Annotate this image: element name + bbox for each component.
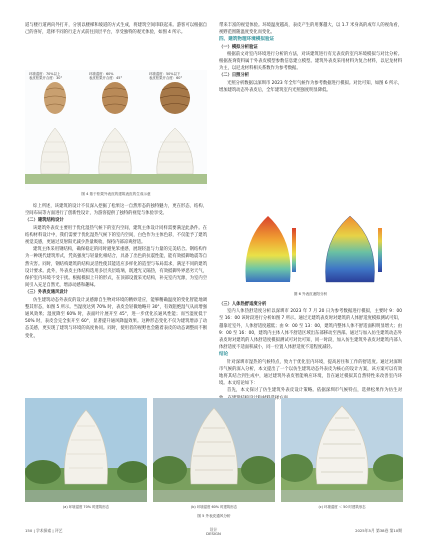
figure-4-illustration: [25, 70, 207, 190]
paragraph: 针对深圳市湿热的气候特点，致力于优化室内环境，提高居住和工作的舒适度。通过对深圳市气候的深入分析，本文提出了一个以仿生建筑动态外表皮为核心的设计方案，该方案可以有效地将其结合到生成中，通过建筑外表皮智能响应环境，旨在通过模拟其自然特性来改善室内环境。本文结论如下：: [219, 359, 402, 387]
left-column-body: [25, 203, 207, 340]
building-row: [25, 128, 207, 184]
render-image: [281, 398, 403, 502]
figure-5-caption: 图 5 外表皮通风分析: [197, 514, 231, 518]
footer-journal-cn: 设计: [209, 527, 218, 532]
right-column-body: [219, 301, 402, 402]
footer-page-info: 150 | 学术探索 | 评艺: [25, 528, 63, 533]
figure-5-subcaption-a: (a) 环境湿度 70% 时建筑形态: [62, 505, 109, 509]
section-4-title: 四、建筑物理环境模拟验证: [219, 37, 275, 43]
figure-6-illustration: [226, 210, 396, 290]
label-text: 环境湿度：60% 表皮松果开合度：45°: [89, 72, 123, 81]
render-image: [153, 398, 275, 502]
paragraph: 综上所述，该建筑的设计不仅深入挖掘了松果这一自然形态的独特魅力，更在形态、结构、空间布局等方面进行了创新性设计，为游客提供了独特的视觉与体验享受。: [25, 204, 207, 217]
heatmap-with-skin: [326, 216, 383, 282]
pine-cone-row: [44, 82, 190, 114]
figure-6-caption: 图 6 外表皮遮阳分析: [293, 292, 328, 296]
footer-issue-info: 2025年5月 第38卷 第10期: [355, 528, 402, 533]
figure-4: [25, 70, 207, 190]
paragraph: 光照分析数据以深圳市 2023 年全年气候作为参考数据进行模拟。对比可知，如图 6 所示，增加建筑动态外表皮后，全年建筑室内光照强度明显降低。: [219, 80, 402, 93]
paragraph: 道与楼行道两向外打开，分别以楼梯和坡道的方式生成，将建筑空间串联起来。游客可以根据自己的喜好，选择不同的行走方式前往顶层平台，享受独特的观光体验，如图 4 所示。: [25, 23, 207, 36]
figure-4-label-3: [149, 72, 207, 81]
paragraph: 带来丰富的视觉体验。环境温度越高，表皮产生的用雾越大，以 1.7 米身高的成年人的视角看，视野范围随温度变化而变化。: [219, 23, 402, 36]
figure-5: [25, 398, 403, 512]
figure-5-photo-b: [153, 398, 275, 502]
left-column-top: [25, 22, 207, 36]
paragraph: 室内人体热舒适度分析以深圳市 2023 年 7 月 20 日为参考数据进行模拟，主要时 9：00 至 16：00 该时段进行分析如图 7 所示。通过无建筑表皮时对建筑的人体舒适度模拟测试可知，越靠近室外，人体舒适度越低；由 9：00 至 13：00，建筑内整体人体不舒适面积明显增大；由 9：00 至 16：00，建筑内主体人体不舒适区域出东部移动至西部。通过与加入仿生建筑动态外表皮时对建筑的人体舒适度模拟测试可对比可知，同一时段，加入仿生建筑外表皮对建筑内部人体舒适度不适面积减小，同一位置人体舒适度不适程度减轻。: [219, 309, 402, 351]
figure-4-caption: 图 4 基于松果外表皮的建筑表皮的生成示意: [81, 192, 151, 196]
heatmap-without-skin: [245, 216, 296, 282]
paragraph: 根据前文对室内环境进行分析的方法，对该建筑进行有无表皮的室内环境模拟与对比分析。根据查询资料属于外表皮模型参数信息建立模型。建筑外表皮采用材料为复合材料，以尼龙材料为主，以尼龙材料相关系数作为参考数据。: [219, 51, 402, 72]
label-text: 环境湿度：70%以上 表皮松果开合度：30°: [29, 72, 63, 81]
figure-5-photo-a: [25, 398, 147, 502]
figure-4-label-1: [29, 72, 85, 81]
paragraph: 仿生建筑动态外表皮的设计灵感源自生物对环境的精妙适应，能够精确温度的变化智能地调整其形态，如图 5 所示。当湿度达到 70% 时，表皮会轻微地略开 30°，有效阻绝湿气从而增强通风效果；湿度降至 60% 时，表面叶片展开至 45°，进一步优化长通风性能；而当湿度低于 50% 时，表皮会完全张开至 60°，显著提升通风降温效果。这种形态变化不仅为建筑增添了动态美感，更实现了建筑与环境的高度协同。同时，使用者的视野也会随着表皮的动态调整而不断变化，: [25, 297, 207, 339]
section-4-3-title: （三）人体热舒适度分析: [219, 302, 267, 307]
figure-6: [226, 210, 396, 290]
paragraph: 该建筑外表皮主要用于优化湿热气候下的室内空间，建筑主体设计同样需要满足此条件。在结构材料设计中，我们需要于优化湿热气候下的室内空间，白色作为主体色彩，不仅能予了建筑视觉美感，更通过反射阳光减少热量吸收，保持内部凉爽舒适。: [25, 225, 207, 246]
figure-5-subcaption-b: (b) 环境湿度 60% 时建筑形态: [190, 505, 238, 509]
footer-journal-en: DESIGN: [206, 531, 221, 537]
section-4-1-title: （一）模拟分析验证: [219, 44, 258, 50]
conclusion-title: 结论: [219, 352, 229, 358]
figure-5-photo-c: [281, 398, 403, 502]
figure-4-label-2: [89, 72, 145, 81]
section-4-2-title: （二）日照分析: [219, 73, 250, 79]
section-3-title: （三）外表皮通风设计: [25, 290, 68, 296]
right-column-top: [219, 22, 402, 94]
render-image: [25, 398, 147, 502]
label-text: 环境湿度：50%以下 表皮松果开合度：60°: [149, 72, 183, 81]
section-2-title: （二）建筑结构设计: [25, 218, 64, 224]
paragraph: 建筑主体采用钢结构，确保稳定的同时避免笨重感，展现轻盈与力量的完美结合。钢结构作为一种现代建筑形式，凭高强度与轻量化相结合，具备了出色的抗震性能，能有效抵御地震等自然灾害。同时，钢结构建筑的结构灵活性使其能适应多样化的造型与布局需求，满足不同的建筑设计要求。此外，外表皮主体结构选用多层夹层玻璃，既透光又隔热，有效抵御外界恶劣天气，保护室内环境不受干扰。根据模拟上升的形式，在顶部设置采光结构，补充室内光源，为室内空间引入充足自然光，增添动感和趣味。: [25, 247, 207, 289]
figure-5-subcaption-c: (c) 环境湿度 ＜ 50 时建筑形态: [318, 505, 366, 509]
paragraph: 首先，本文探讨了仿生建筑外表皮设计策略。依据深圳市气候特点，选择松果作为仿生对 材料选择方面，: [227, 388, 402, 401]
